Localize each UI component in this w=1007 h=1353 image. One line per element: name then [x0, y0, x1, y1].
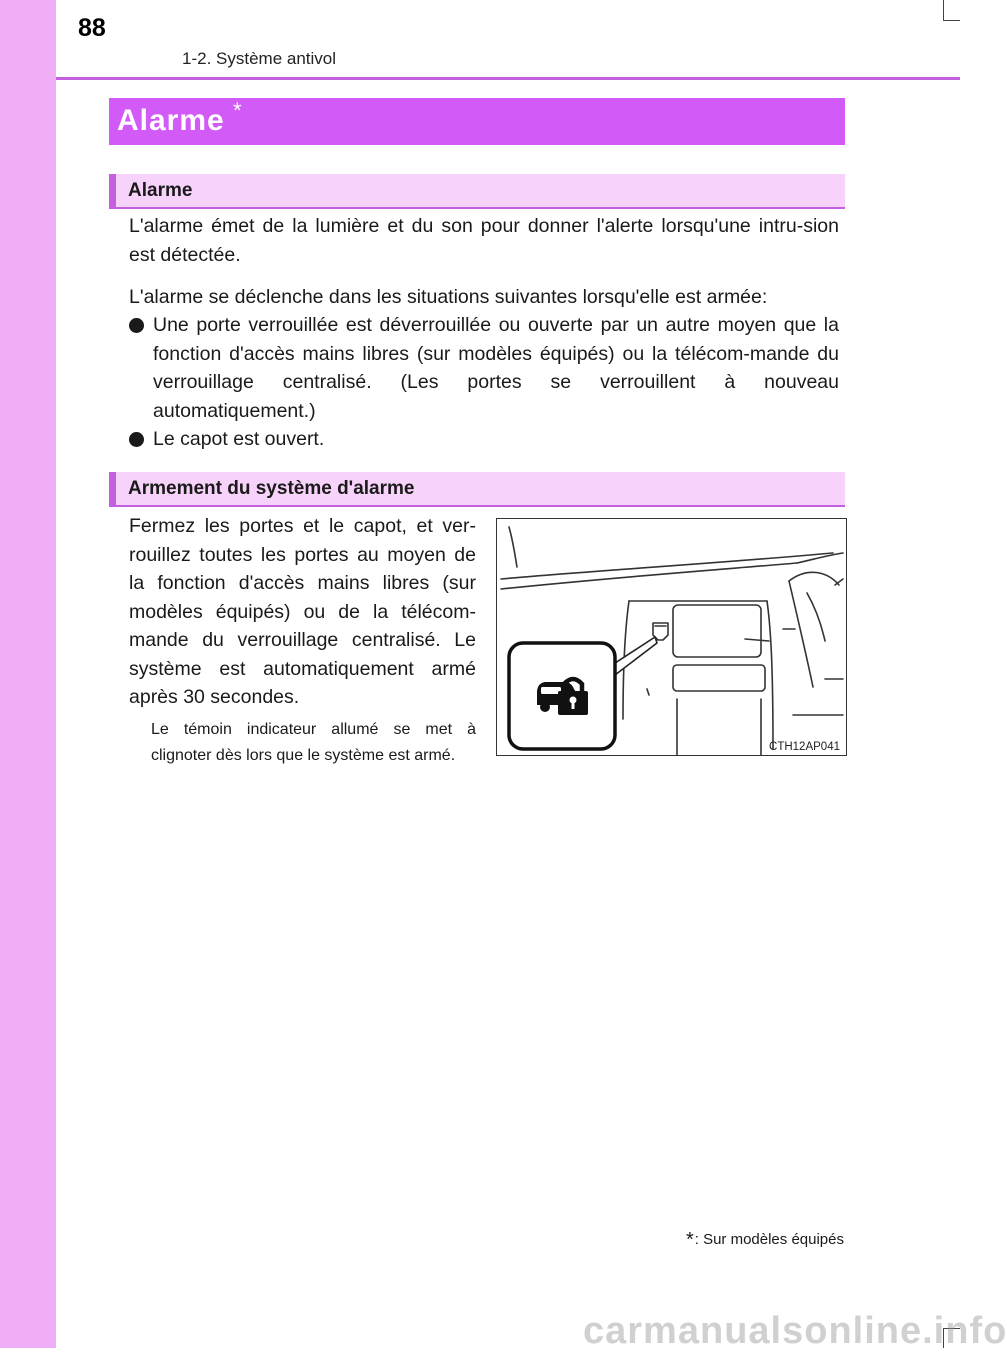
arming-paragraph: Fermez les portes et le capot, et ver-rouillez toutes les portes au moyen de la fonction d'accès mains libres (sur modèles équipés) ou de la télécom-mande du verrouillage centralisé. Le système est automatiquement armé après 30 secondes.: [129, 515, 476, 708]
crop-mark: [943, 20, 960, 21]
footnote-text: : Sur modèles équipés: [694, 1231, 844, 1248]
header-rule: [56, 77, 960, 80]
lead-paragraph: L'alarme se déclenche dans les situations suivantes lorsqu'elle est armée:: [129, 286, 768, 308]
crop-mark: [943, 0, 944, 20]
section-heading-armement: [109, 472, 845, 507]
title-bar: [109, 98, 845, 145]
side-tab-strip: [0, 0, 56, 1348]
car-lock-icon: [537, 679, 588, 715]
bullet-item: Une porte verrouillée est déverrouillée ou ouverte par un autre moyen que la fonction d'accès mains libres (sur modèles équipés) ou la télécom-mande du verrouillage centralisé. (Les portes se verrouillent à nouveau automatiquement.): [153, 314, 839, 422]
title-footnote-marker: *: [233, 98, 242, 123]
bullet-icon: [129, 318, 144, 333]
section-heading-label: Armement du système d'alarme: [128, 478, 415, 499]
bullet-item: Le capot est ouvert.: [153, 428, 325, 450]
watermark: carmanualsonline.info: [583, 1310, 1007, 1352]
indicator-note: Le témoin indicateur allumé se met à clignoter dès lors que le système est armé.: [151, 721, 476, 764]
section-heading-alarme: [109, 174, 845, 209]
figure-label: CTH12AP041: [769, 741, 840, 753]
footnote: [686, 1229, 844, 1252]
bullet-icon: [129, 432, 144, 447]
page-number: 88: [78, 14, 106, 42]
intro-paragraph: L'alarme émet de la lumière et du son pour donner l'alerte lorsqu'une intru-sion est détectée.: [129, 215, 839, 266]
page-title: Alarme: [117, 104, 225, 137]
footnote-marker: *: [685, 1229, 694, 1251]
section-heading-label: Alarme: [128, 180, 193, 201]
dashboard-illustration: [497, 519, 846, 755]
dashboard-figure: [496, 518, 847, 756]
running-section-title: 1-2. Système antivol: [182, 49, 337, 68]
